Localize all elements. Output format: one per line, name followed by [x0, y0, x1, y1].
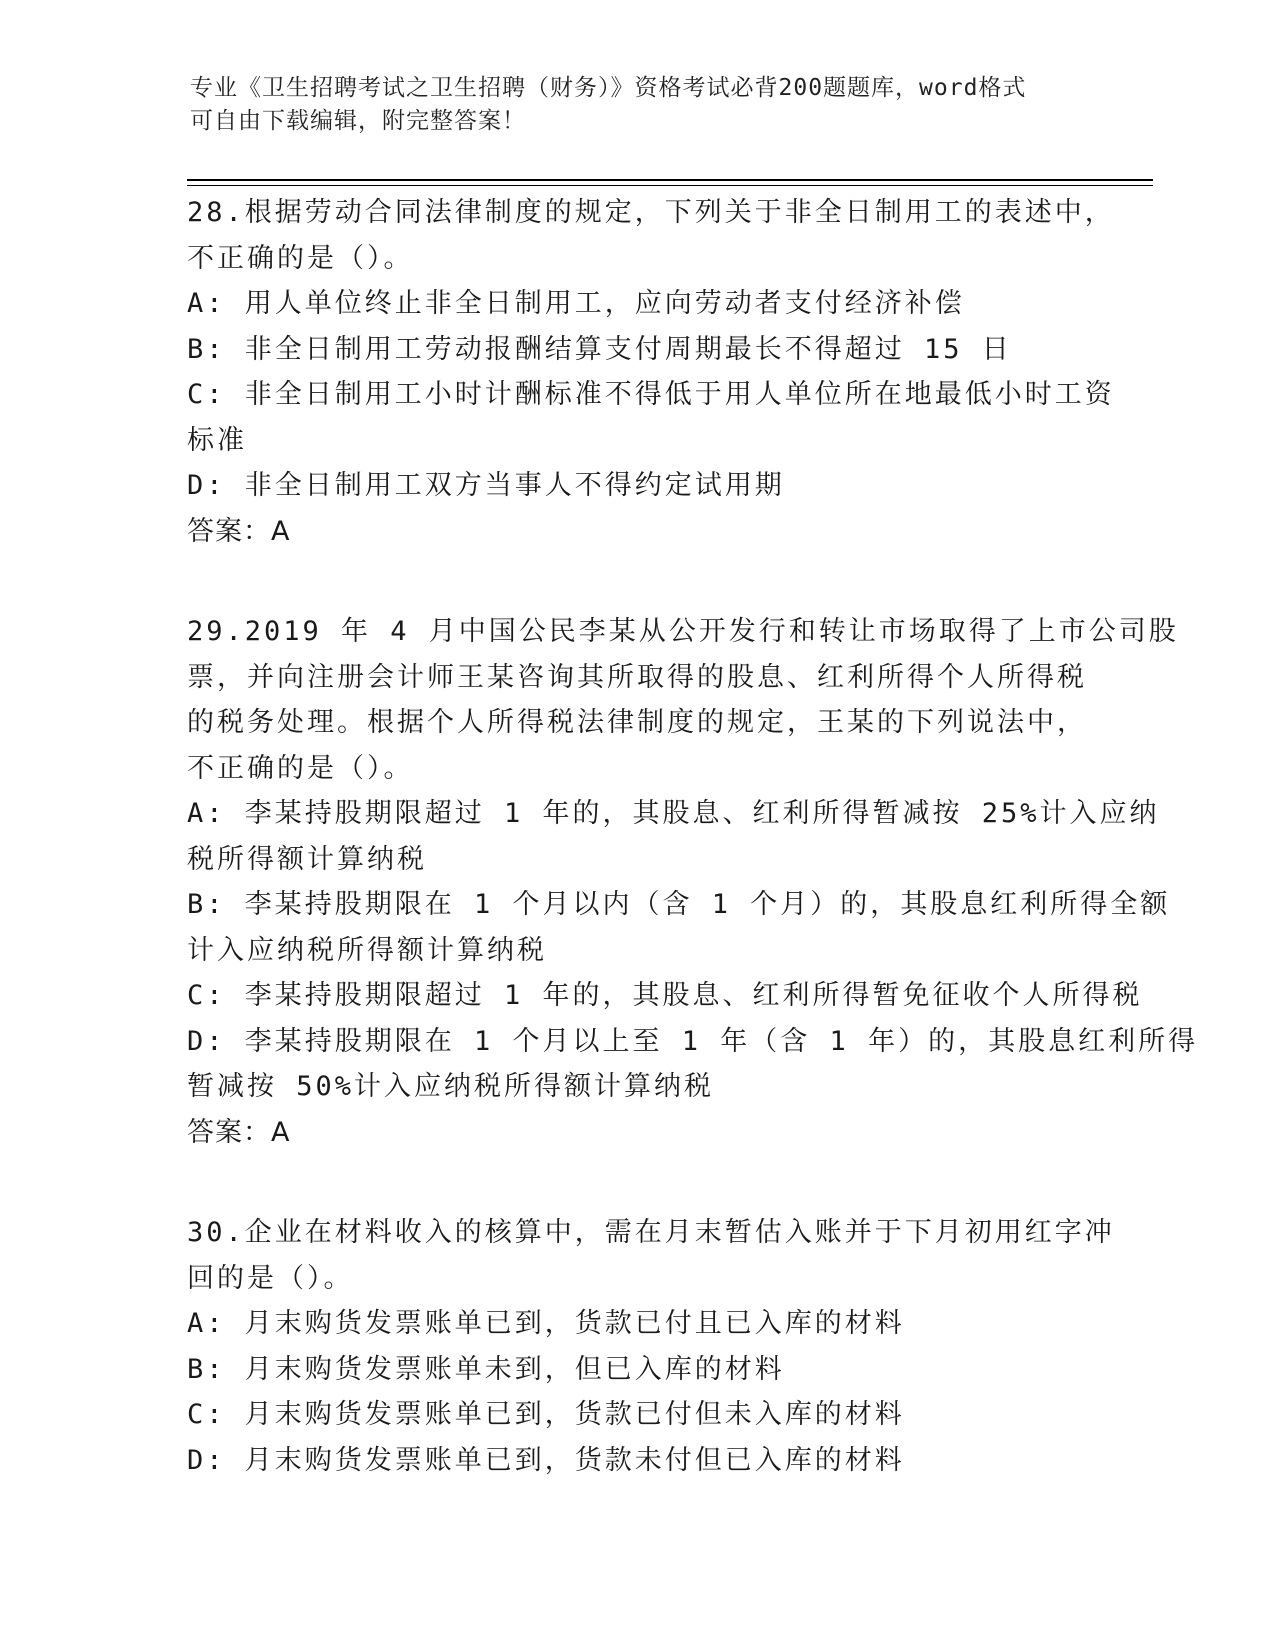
answer-label: 答案：A [187, 515, 291, 547]
option-b-continued: 计入应纳税所得额计算纳税 [187, 934, 547, 966]
option-a: A: 月末购货发票账单已到，货款已付且已入库的材料 [187, 1308, 905, 1339]
question-28 [187, 190, 1115, 554]
option-a: A: 用人单位终止非全日制用工，应向劳动者支付经济补偿 [187, 288, 965, 319]
option-a: A: 李某持股期限超过 1 年的，其股息、红利所得暂减按 25%计入应纳 [187, 798, 1160, 829]
question-text: 回的是（）。 [187, 1262, 354, 1294]
option-d-continued: 暂减按 50%计入应纳税所得额计算纳税 [187, 1071, 715, 1102]
answer-label: 答案：A [187, 1116, 291, 1148]
option-b: B: 李某持股期限在 1 个月以内（含 1 个月）的，其股息红利所得全额 [187, 889, 1171, 920]
question-text: 不正确的是（）。 [187, 242, 414, 274]
question-30 [187, 1210, 1115, 1483]
question-29 [187, 609, 1199, 1155]
document-header [190, 72, 1090, 138]
header-divider-thin [187, 185, 1153, 186]
option-b: B: 月末购货发票账单未到，但已入库的材料 [187, 1353, 785, 1385]
question-text: 28.根据劳动合同法律制度的规定，下列关于非全日制用工的表述中， [187, 197, 1115, 228]
option-d: D: 李某持股期限在 1 个月以上至 1 年（含 1 年）的，其股息红利所得 [187, 1025, 1199, 1057]
header-line-1: 专业《卫生招聘考试之卫生招聘（财务）》资格考试必背200题题库，word格式 [190, 75, 1027, 101]
option-d: D: 非全日制用工双方当事人不得约定试用期 [187, 470, 785, 501]
question-text: 的税务处理。根据个人所得税法律制度的规定，王某的下列说法中， [187, 707, 1087, 738]
header-divider-thick [187, 179, 1153, 181]
question-text: 不正确的是（）。 [187, 752, 414, 784]
header-line-2: 可自由下载编辑，附完整答案！ [190, 108, 526, 134]
option-b: B: 非全日制用工劳动报酬结算支付周期最长不得超过 15 日 [187, 333, 1012, 365]
question-text: 29.2019 年 4 月中国公民李某从公开发行和转让市场取得了上市公司股 [187, 616, 1179, 647]
option-c-continued: 标准 [187, 424, 247, 456]
option-a-continued: 税所得额计算纳税 [187, 843, 427, 875]
question-text: 30.企业在材料收入的核算中，需在月末暂估入账并于下月初用红字冲 [187, 1217, 1115, 1248]
option-c: C: 非全日制用工小时计酬标准不得低于用人单位所在地最低小时工资 [187, 379, 1115, 410]
option-d: D: 月末购货发票账单已到，货款未付但已入库的材料 [187, 1444, 905, 1476]
question-text: 票，并向注册会计师王某咨询其所取得的股息、红利所得个人所得税 [187, 661, 1087, 693]
option-c: C: 李某持股期限超过 1 年的，其股息、红利所得暂免征收个人所得税 [187, 980, 1143, 1011]
option-c: C: 月末购货发票账单已到，货款已付但未入库的材料 [187, 1399, 905, 1430]
question-list [187, 190, 1199, 1483]
